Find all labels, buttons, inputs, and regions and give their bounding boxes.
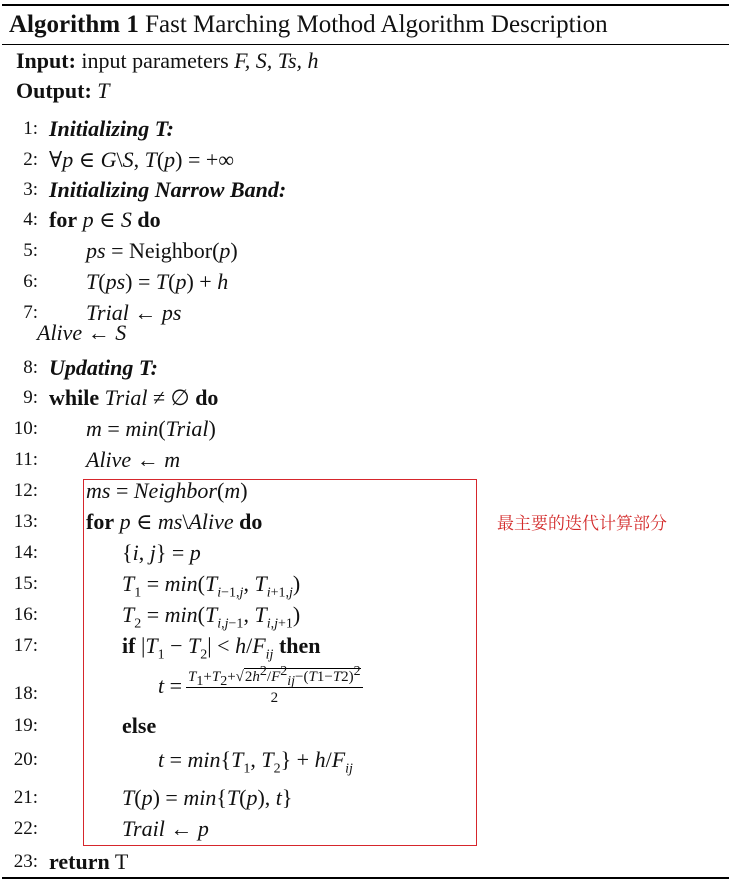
line-number: 3: [23,179,38,200]
line-number: 12: [13,480,38,501]
line-number: 20: [13,749,38,770]
line-math: ms = Neighbor(m) [86,478,248,503]
keyword-do: do [137,207,161,232]
keyword-for: for [49,207,78,232]
line-number: 14: [13,542,38,563]
line-number: 1: [23,118,38,139]
keyword-do: do [195,385,219,410]
algorithm-title [9,7,608,43]
keyword-if: if [122,633,136,658]
algorithm-label: Algorithm 1 [9,11,139,38]
line-math: Alive ← S [37,320,127,345]
line-number: 23: [13,851,38,872]
output-label: Output: [16,78,92,103]
line-number: 18: [13,683,38,704]
line-number: 19: [13,715,38,736]
line-math: for p ∈ ms\Alive do [86,509,263,534]
bottom-rule [2,877,729,879]
line-math: t = $\frac{T_1+T_2+√2h^2/F^2_{ij}-(T1-T2)^2}{2}$ [158,664,361,707]
line-math: m = min(Trial) [86,416,216,441]
title-rule [2,44,729,45]
top-rule [2,4,729,6]
line-number: 4: [23,209,38,230]
line-number: 13: [13,511,38,532]
highlight-box [83,479,477,846]
line-text: Updating T: [49,355,158,380]
line-number: 5: [23,240,38,261]
line-math: $T_2 = \min(T_{i,j-1}$, $T_{i,j+1}$) [122,602,301,632]
line-math: while Trial ≠ ∅ do [49,385,219,410]
line-number: 11: [14,449,38,470]
line-math: T(p) = min{T(p), t} [122,785,293,810]
input-label: Input: [16,48,76,73]
keyword-return: return [49,849,110,874]
line-number: 22: [13,818,38,839]
return-value: T [114,849,129,874]
keyword-else: else [122,713,157,738]
line-math: Alive ← m [86,447,181,472]
line-number: 2: [23,149,38,170]
line-math: ∀p ∈ G\S, T(p) = +∞ [49,147,234,172]
fraction: $\frac{T_1+T_2+√2h^2/F^2_{ij}-(T1-T2)^2}{2}$ [188,664,361,707]
keyword-then: then [278,633,321,658]
output-value: T [97,78,110,103]
line-math: {i, j} = p [122,540,201,565]
line-number: 21: [13,787,38,808]
line-math: $T_1 = \min(T_{i-1,j}$, $T_{i+1,j}$) [122,571,301,601]
line-number: 7: [23,302,38,323]
line-number: 6: [23,271,38,292]
line-number: 9: [23,387,38,408]
line-text: Initializing T: [49,116,174,141]
line-math [49,847,128,877]
input-text: input parameters [81,48,229,73]
line-math: Trial ← ps [86,300,182,325]
line-math: for p ∈ S do [49,207,161,232]
line-math: if $|T_1 - T_2| < h/F_{ij}$ then [122,633,321,663]
line-number: 8: [23,357,38,378]
line-number: 16: [13,604,38,625]
line-math: T(ps) = T(p) + h [86,269,229,294]
line-text: Initializing Narrow Band: [49,177,287,202]
annotation-text: 最主要的迭代计算部分 [497,514,667,534]
keyword-while: while [49,385,100,410]
line-math: Trail ← p [122,816,209,841]
line-number: 17: [13,635,38,656]
keyword-do: do [239,509,263,534]
line-math: ps = Neighbor(p) [86,238,238,263]
line-math: $t = \min\{T_1$, $T_2\} + h/F_{ij}$ [158,747,353,777]
keyword-for: for [86,509,115,534]
input-params: F, S, Ts, h [234,48,319,73]
neighbor-fn: Neighbor [128,238,213,263]
line-number: 15: [13,573,38,594]
line-number: 10: [13,418,38,439]
algorithm-title-text: Fast Marching Mothod Algorithm Description [145,11,608,38]
